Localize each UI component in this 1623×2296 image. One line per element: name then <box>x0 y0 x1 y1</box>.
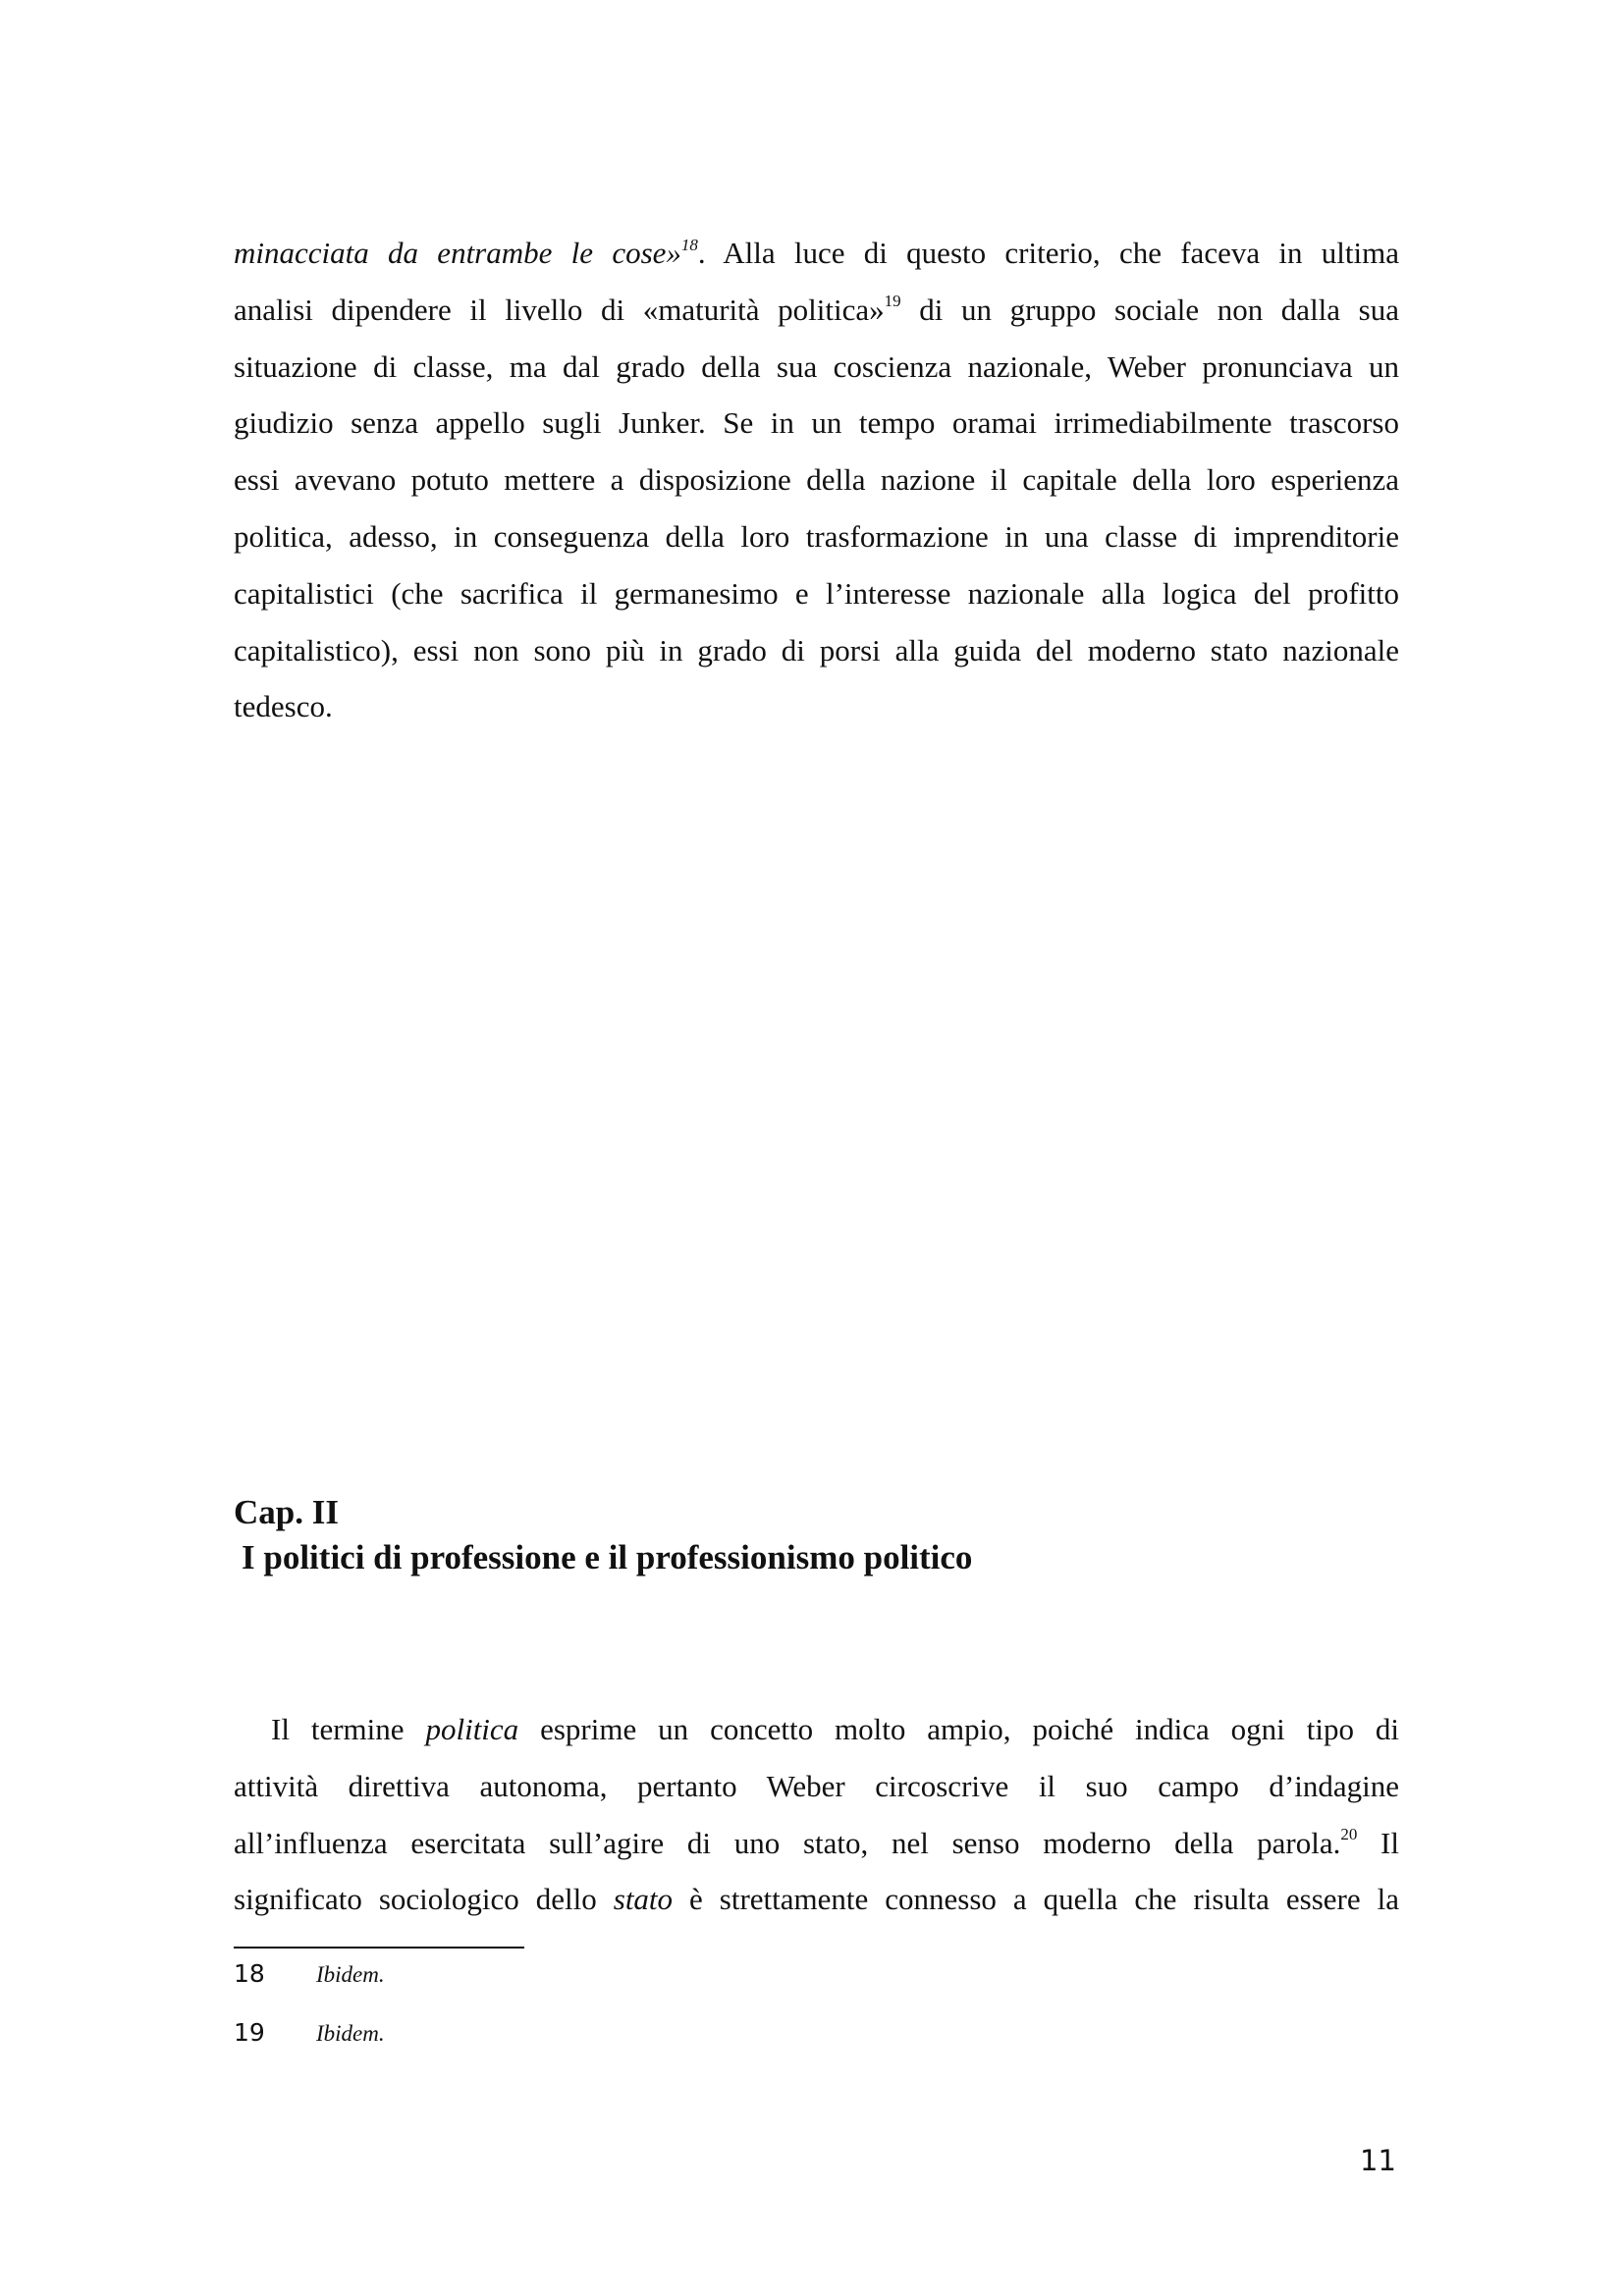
italic-quote: minacciata da entrambe le cose» <box>234 236 681 270</box>
page-number: 11 <box>1360 2144 1396 2177</box>
italic-term: politica <box>425 1712 519 1746</box>
text-line: capitalistici (che sacrifica il germanesimo e l’interesse nazionale alla logica del profitto <box>234 575 1399 611</box>
text-segment: Il termine <box>271 1712 426 1746</box>
footnote-number: 18 <box>234 1959 265 1988</box>
text-line: capitalistico), essi non sono più in grado di porsi alla guida del moderno stato nazionale <box>234 632 1399 667</box>
footnote-19 <box>234 2018 385 2047</box>
footnote-text: Ibidem. <box>316 2021 385 2046</box>
text-line: situazione di classe, ma dal grado della sua coscienza nazionale, Weber pronunciava un <box>234 348 1399 384</box>
text-segment: analisi dipendere il livello di «maturità politica» <box>234 292 885 327</box>
text-line <box>234 1871 1399 1928</box>
footnote-18 <box>234 1959 385 1988</box>
text-segment: Il <box>1357 1825 1399 1860</box>
footnote-ref-18[interactable]: 18 <box>680 235 698 254</box>
chapter-heading <box>234 1490 972 1580</box>
footnote-text: Ibidem. <box>316 1962 385 1987</box>
text-segment: di un gruppo sociale non dalla sua <box>900 292 1399 327</box>
text-line: giudizio senza appello sugli Junker. Se in un tempo oramai irrimediabilmente trascorso <box>234 405 1399 441</box>
text-segment: . Alla luce di questo criterio, che faceva in ultima <box>697 236 1399 270</box>
text-segment: esprime un concetto molto ampio, poiché indica ogni tipo di <box>518 1712 1399 1746</box>
text-line <box>234 282 1399 339</box>
paragraph-2 <box>234 1701 1399 1928</box>
footnote-number: 19 <box>234 2018 265 2047</box>
text-segment: all’influenza esercitata sull’agire di uno stato, nel senso moderno della parola. <box>234 1825 1341 1860</box>
text-line: essi avevano potuto mettere a disposizione della nazione il capitale della loro esperienza <box>234 462 1399 498</box>
text-line: tedesco. <box>234 689 333 724</box>
text-line <box>234 1701 1399 1758</box>
paragraph-1 <box>234 225 1399 735</box>
footnote-ref-20[interactable]: 20 <box>1340 1825 1358 1844</box>
text-line: politica, adesso, in conseguenza della loro trasformazione in una classe di imprenditorie <box>234 518 1399 554</box>
footnote-ref-19[interactable]: 19 <box>884 292 901 311</box>
text-line: attività direttiva autonoma, pertanto Weber circoscrive il suo campo d’indagine <box>234 1768 1399 1803</box>
footnote-divider <box>234 1947 524 1949</box>
text-segment: è strettamente connesso a quella che risulta essere la <box>673 1882 1399 1917</box>
chapter-title: I politici di professione e il professionismo politico <box>242 1538 973 1576</box>
italic-term: stato <box>613 1882 674 1917</box>
text-line <box>234 225 1399 282</box>
text-segment: significato sociologico dello <box>234 1882 614 1917</box>
chapter-label: Cap. II <box>234 1493 339 1531</box>
text-line <box>234 1815 1399 1872</box>
